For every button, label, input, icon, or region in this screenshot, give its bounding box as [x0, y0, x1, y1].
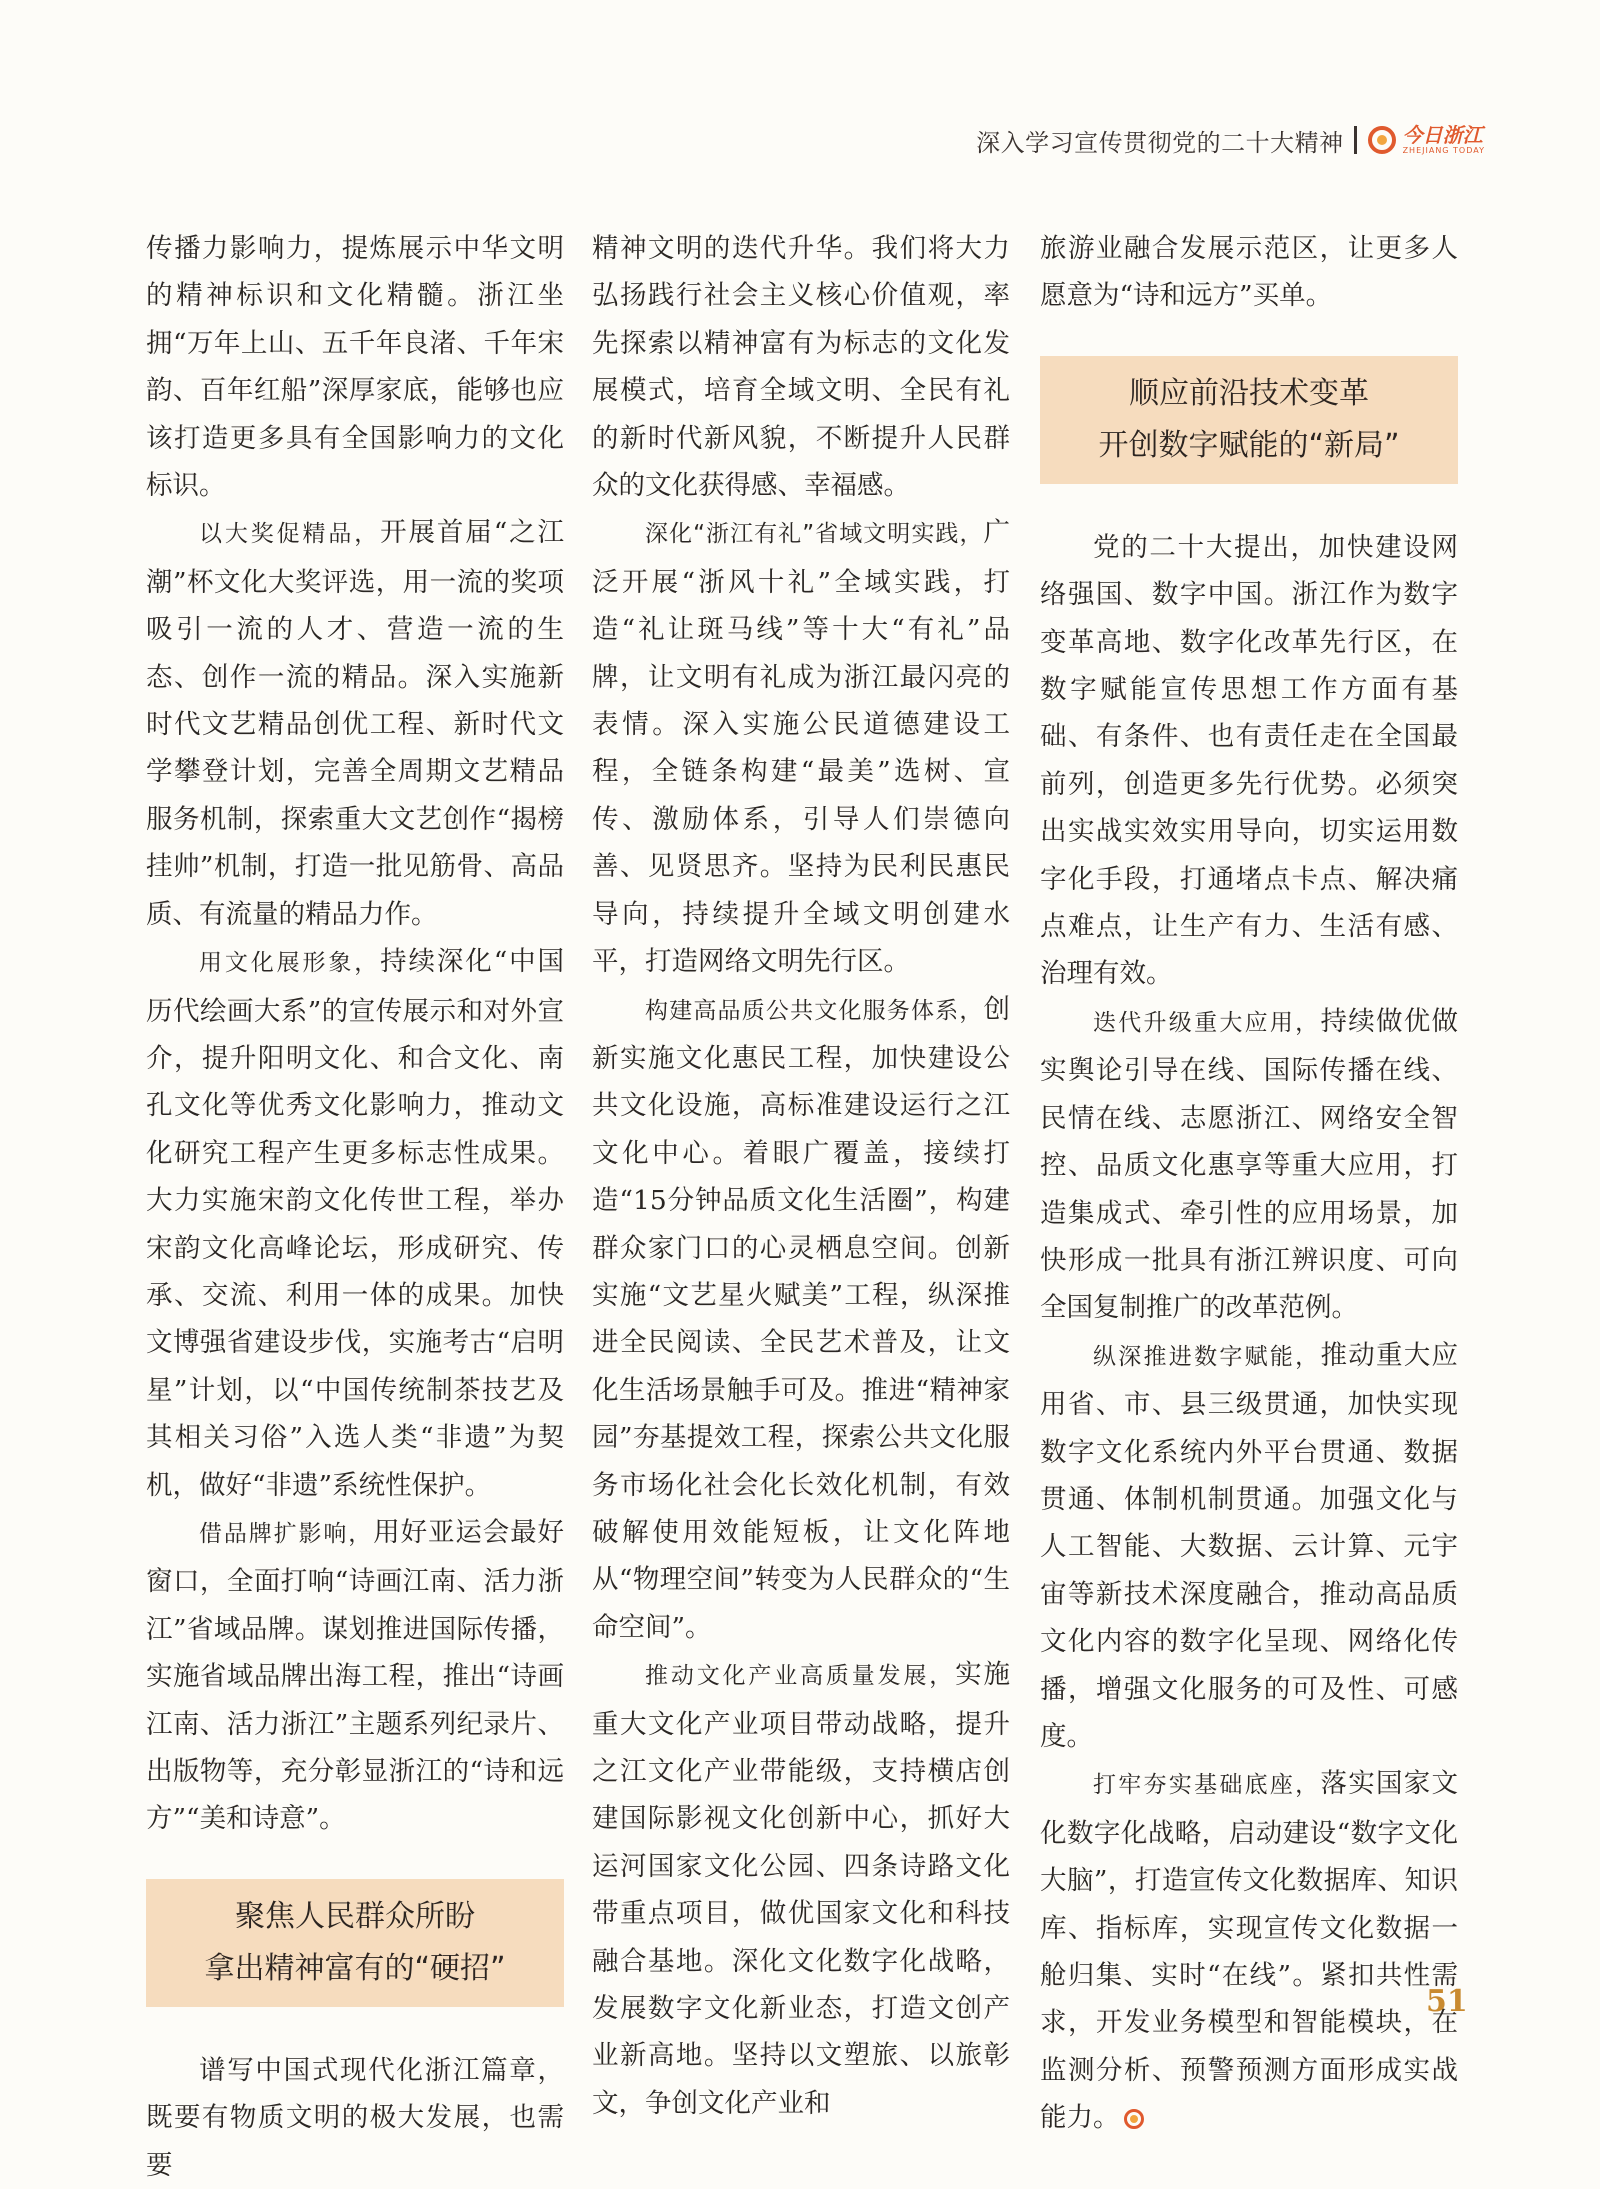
section-heading-box	[1040, 356, 1458, 484]
logo-english: ZHEJIANG TODAY	[1402, 146, 1485, 155]
paragraph: 用文化展形象，持续深化“中国历代绘画大系”的宣传展示和对外宣介，提升阳明文化、和合文化、南孔文化等优秀文化影响力，推动文化研究工程产生更多标志性成果。大力实施宋韵文化传世工程，举办宋韵文化高峰论坛，形成研究、传承、交流、利用一体的成果。加快文博强省建设步伐，实施考古“启明星”计划，以“中国传统制茶技艺及其相关习俗”入选人类“非遗”为契机，做好“非遗”系统性保护。	[146, 946, 564, 1501]
paragraph: 传播力影响力，提炼展示中华文明的精神标识和文化精髓。浙江坐拥“万年上山、五千年良渚、千年宋韵、百年红船”深厚家底，能够也应该打造更多具有全国影响力的文化标识。	[146, 233, 564, 502]
paragraph: 以大奖促精品，开展首届“之江潮”杯文化大奖评选，用一流的奖项吸引一流的人才、营造一流的生态、创作一流的精品。深入实施新时代文艺精品创优工程、新时代文学攀登计划，完善全周期文艺精品服务机制，探索重大文艺创作“揭榜挂帅”机制，打造一批见筋骨、高品质、有流量的精品力作。	[146, 517, 564, 930]
column-1	[146, 225, 564, 2189]
paragraph-lead: 深化“浙江有礼”省域文明实践，	[645, 521, 984, 548]
paragraph-lead: 以大奖促精品，	[199, 521, 381, 548]
header-divider	[1354, 126, 1357, 154]
header-title: 深入学习宣传贯彻党的二十大精神	[976, 128, 1344, 157]
section-heading-line: 拿出精神富有的“硬招”	[204, 1950, 506, 1986]
magazine-logo	[1367, 125, 1485, 155]
paragraph: 纵深推进数字赋能，推动重大应用省、市、县三级贯通，加快实现数字文化系统内外平台贯通、数据贯通、体制机制贯通。加强文化与人工智能、大数据、云计算、元宇宙等新技术深度融合，推动高品质文化内容的数字化呈现、网络化传播，增强文化服务的可及性、可感度。	[1040, 1339, 1459, 1752]
logo-swirl-icon	[1367, 125, 1397, 155]
column-3	[1040, 225, 1458, 2142]
paragraph: 党的二十大提出，加快建设网络强国、数字中国。浙江作为数字变革高地、数字化改革先行区，在数字赋能宣传思想工作方面有基础、有条件、也有责任走在全国最前列，创造更多先行优势。必须突出实战实效实用导向，切实运用数字化手段，打通堵点卡点、解决痛点难点，让生产有力、生活有感、治理有效。	[1040, 531, 1458, 990]
paragraph-lead: 借品牌扩影响，	[199, 1520, 374, 1547]
paragraph: 构建高品质公共文化服务体系，创新实施文化惠民工程，加快建设公共文化设施，高标准建设运行之江文化中心。着眼广覆盖，接续打造“15分钟品质文化生活圈”，构建群众家门口的心灵栖息空间。创新实施“文艺星火赋美”工程，纵深推进全民阅读、全民艺术普及，让文化生活场景触手可及。推进“精神家园”夯基提效工程，探索公共文化服务市场化社会化长效化机制，有效破解使用效能短板，让文化阵地从“物理空间”转变为人民群众的“生命空间”。	[592, 993, 1010, 1643]
paragraph-lead: 用文化展形象，	[199, 950, 381, 977]
paragraph: 迭代升级重大应用，持续做优做实舆论引导在线、国际传播在线、民情在线、志愿浙江、网络安全智控、品质文化惠享等重大应用，打造集成式、牵引性的应用场景，加快形成一批具有浙江辨识度、可向全国复制推广的改革范例。	[1040, 1005, 1459, 1324]
paragraph: 旅游业融合发展示范区，让更多人愿意为“诗和远方”买单。	[1040, 233, 1458, 312]
paragraph: 精神文明的迭代升华。我们将大力弘扬践行社会主义核心价值观，率先探索以精神富有为标志的文化发展模式，培育全域文明、全民有礼的新时代新风貌，不断提升人民群众的文化获得感、幸福感。	[592, 233, 1010, 502]
section-heading-line: 开创数字赋能的“新局”	[1098, 427, 1400, 463]
section-heading-line: 顺应前沿技术变革	[1129, 375, 1369, 411]
paragraph-lead: 构建高品质公共文化服务体系，	[645, 997, 984, 1024]
section-heading-line: 聚焦人民群众所盼	[235, 1898, 475, 1934]
logo-chinese: 今日浙江	[1402, 123, 1483, 147]
paragraph-lead: 迭代升级重大应用，	[1093, 1009, 1321, 1036]
paragraph: 推动文化产业高质量发展，实施重大文化产业项目带动战略，提升之江文化产业带能级，支持横店创建国际影视文化创新中心，抓好大运河国家文化公园、四条诗路文化带重点项目，做优国家文化和科技融合基地。深化文化数字化战略，发展数字文化新业态，打造文创产业新高地。坚持以文塑旅、以旅彰文，争创文化产业和	[592, 1659, 1011, 2119]
page-header	[965, 118, 1485, 162]
column-2	[592, 225, 1010, 2127]
paragraph: 打牢夯实基础底座，落实国家文化数字化战略，启动建设“数字文化大脑”，打造宣传文化数据库、知识库、指标库，实现宣传文化数据一舱归集、实时“在线”。紧扣共性需求，开发业务模型和智能模块，在监测分析、预警预测方面形成实战能力。	[1040, 1768, 1459, 2134]
paragraph-lead: 推动文化产业高质量发展，	[645, 1663, 956, 1690]
paragraph: 借品牌扩影响，用好亚运会最好窗口，全面打响“诗画江南、活力浙江”省域品牌。谋划推进国际传播，实施省域品牌出海工程，推出“诗画江南、活力浙江”主题系列纪录片、出版物等，充分彰显浙江的“诗和远方”“美和诗意”。	[146, 1516, 565, 1835]
paragraph-lead: 打牢夯实基础底座，	[1093, 1772, 1321, 1799]
page-number: 51	[1426, 1984, 1468, 2019]
paragraph: 谱写中国式现代化浙江篇章，既要有物质文明的极大发展，也需要	[146, 2054, 564, 2181]
section-heading-box	[146, 1879, 564, 2007]
paragraph: 深化“浙江有礼”省域文明实践，广泛开展“浙风十礼”全域实践，打造“礼让斑马线”等十大“有礼”品牌，让文明有礼成为浙江最闪亮的表情。深入实施公民道德建设工程，全链条构建“最美”选树、宣传、激励体系，引导人们崇德向善、见贤思齐。坚持为民利民惠民导向，持续提升全域文明创建水平，打造网络文明先行区。	[592, 517, 1010, 978]
end-mark-icon	[1124, 2109, 1144, 2129]
paragraph-lead: 纵深推进数字赋能，	[1093, 1343, 1321, 1370]
